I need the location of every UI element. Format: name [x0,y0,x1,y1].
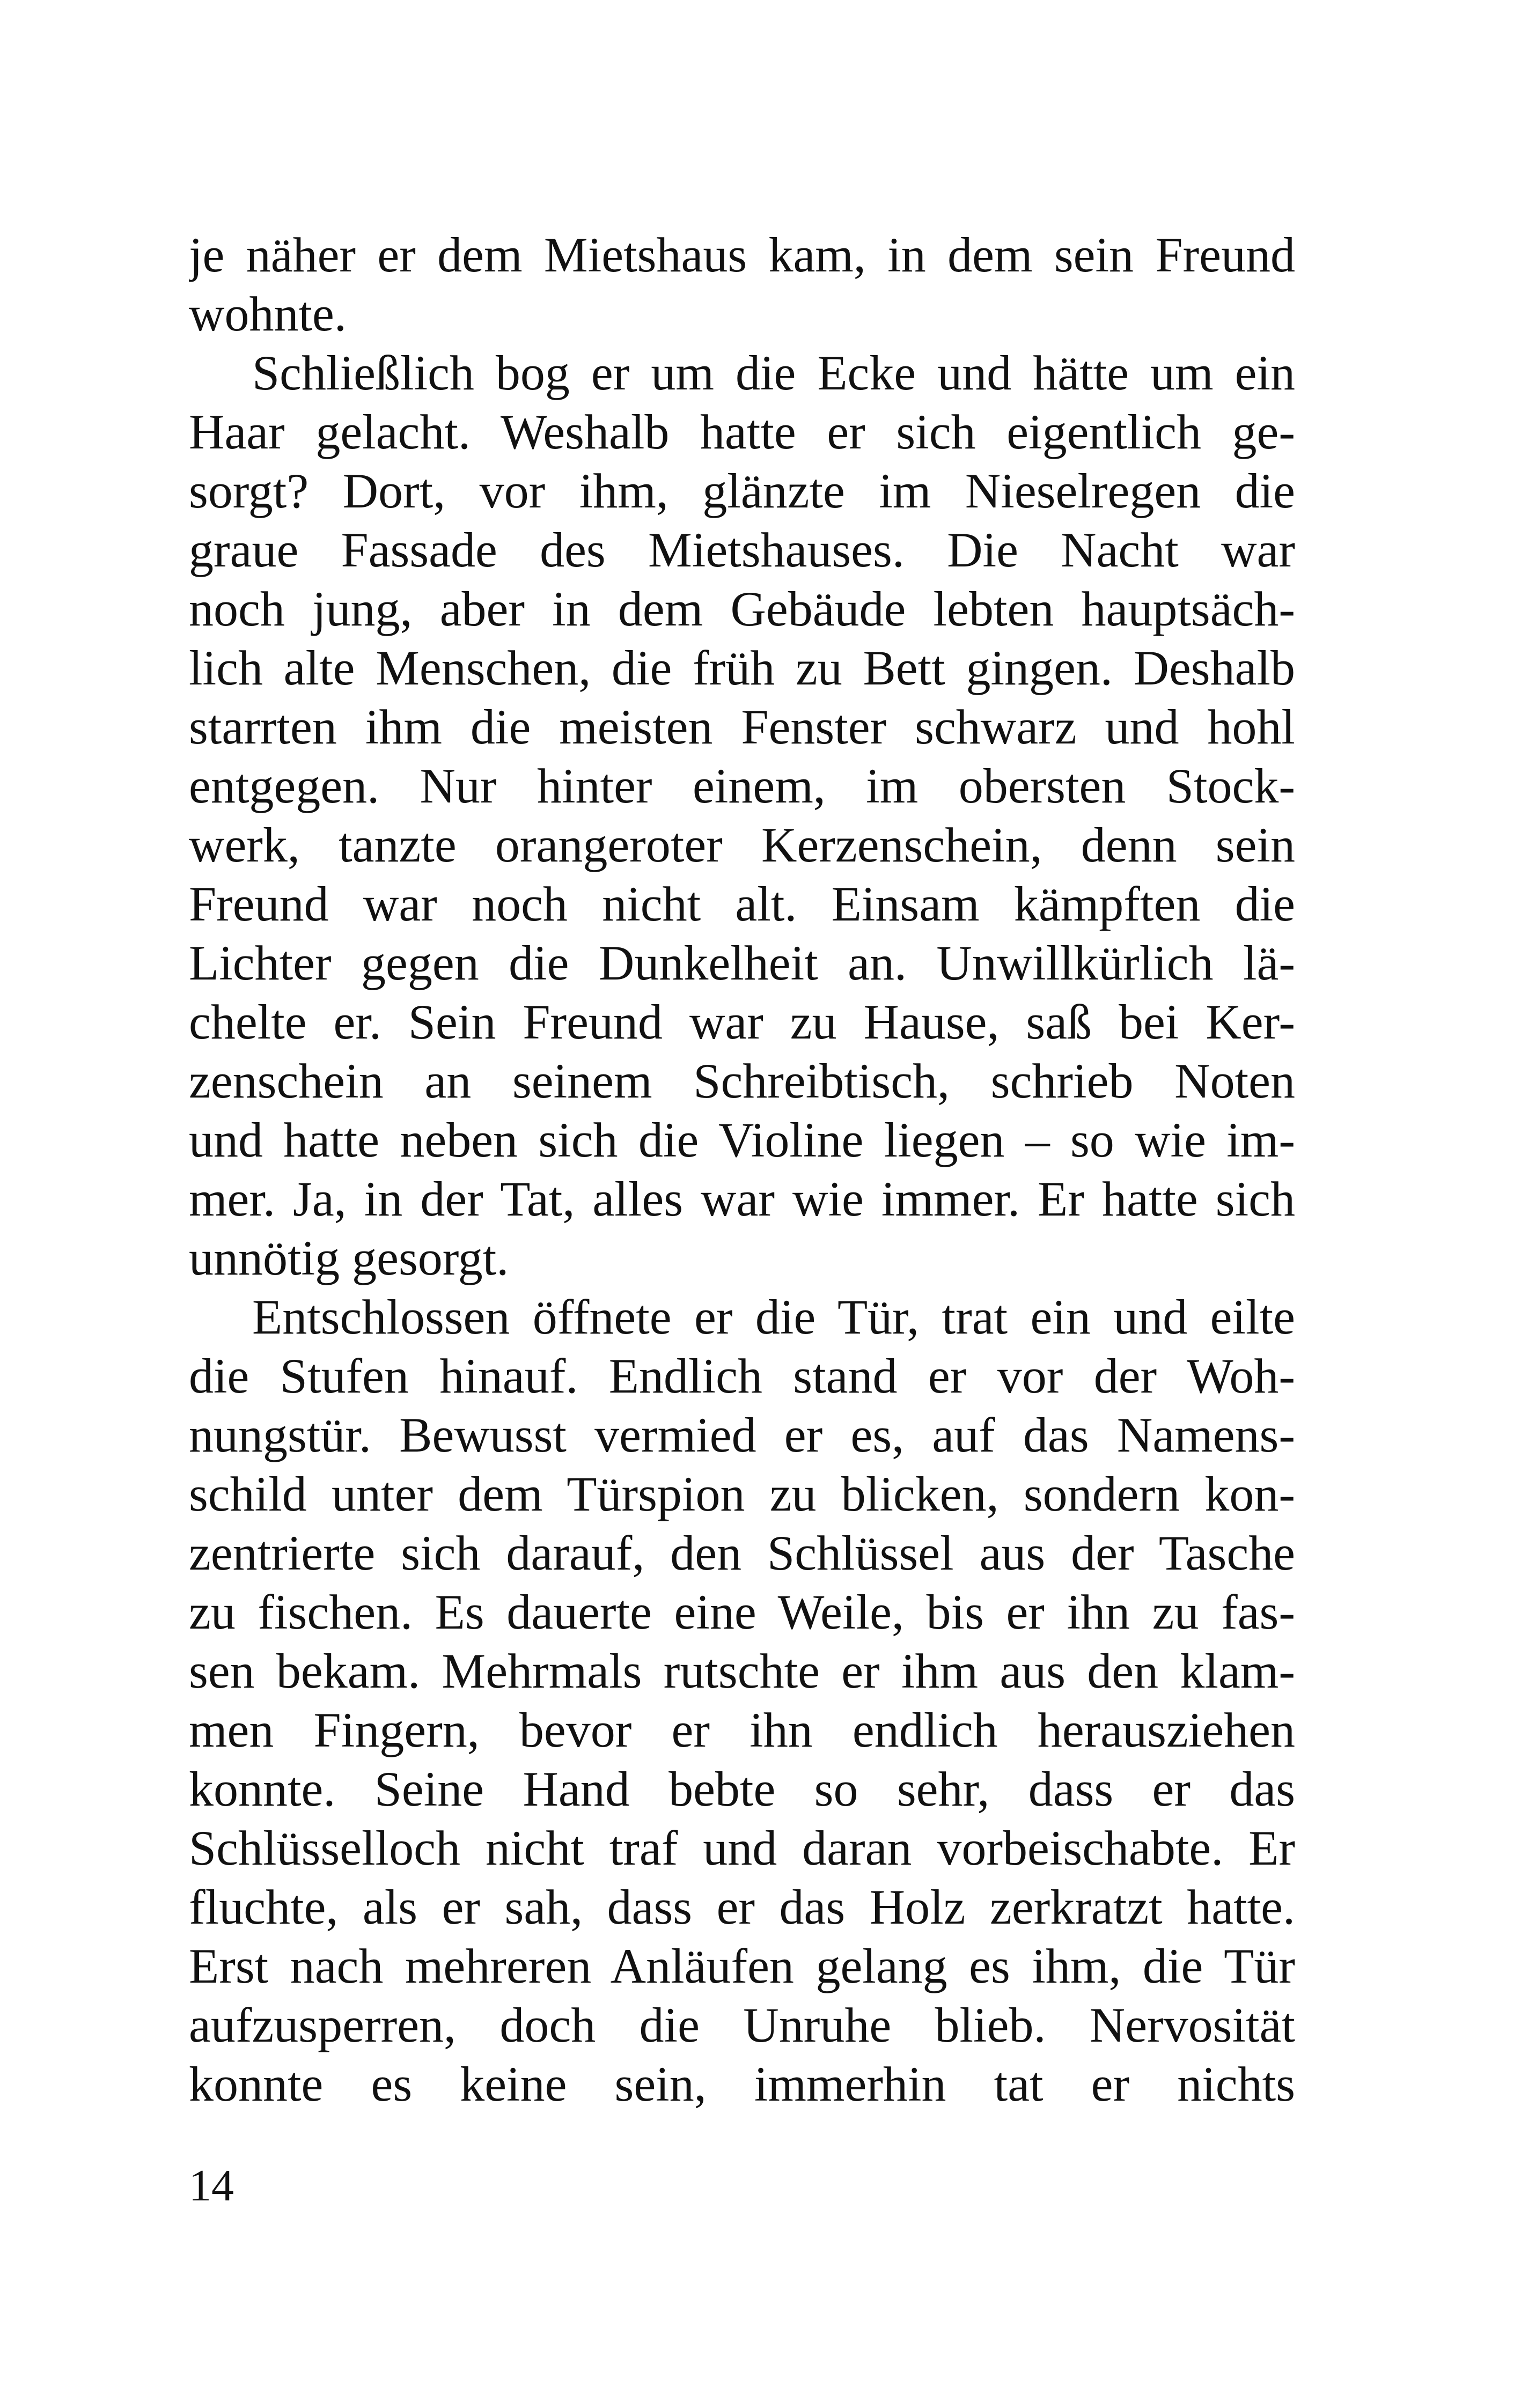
text-line: lich alte Menschen, die früh zu Bett gingen. Deshalb [189,640,1295,695]
text-line: sorgt? Dort, vor ihm, glänzte im Nieselregen die [189,463,1295,518]
text-line: zentrierte sich darauf, den Schlüssel aus der Tasche [189,1526,1295,1580]
text-line: werk, tanzte orangeroter Kerzenschein, denn sein [189,818,1295,872]
text-line: noch jung, aber in dem Gebäude lebten hauptsäch- [189,581,1295,636]
text-line: Erst nach mehreren Anläufen gelang es ihm, die Tür [189,1939,1295,1993]
text-line: je näher er dem Mietshaus kam, in dem sein Freund [189,227,1295,282]
text-line: mer. Ja, in der Tat, alles war wie immer. Er hatte sich [189,1172,1295,1226]
text-line: Schließlich bog er um die Ecke und hätte um ein [252,345,1295,400]
text-line: starrten ihm die meisten Fenster schwarz und hohl [189,699,1295,754]
text-line: konnte es keine sein, immerhin tat er nichts [189,2057,1295,2111]
text-line: zenschein an seinem Schreibtisch, schrieb Noten [189,1054,1295,1108]
text-line: sen bekam. Mehrmals rutschte er ihm aus den klam- [189,1644,1295,1698]
text-line: konnte. Seine Hand bebte so sehr, dass er das [189,1762,1295,1816]
text-line: Haar gelacht. Weshalb hatte er sich eigentlich ge- [189,404,1295,459]
text-line: Entschlossen öffnete er die Tür, trat ein und eilte [252,1290,1295,1344]
text-line: die Stufen hinauf. Endlich stand er vor der Woh- [189,1349,1295,1403]
text-line: aufzusperren, doch die Unruhe blieb. Nervosität [189,1998,1295,2052]
text-line: Lichter gegen die Dunkelheit an. Unwillkürlich lä- [189,936,1295,990]
text-line: Schlüsselloch nicht traf und daran vorbeischabte. Er [189,1821,1295,1875]
text-line: nungstür. Bewusst vermied er es, auf das Namens- [189,1408,1295,1462]
text-line: wohnte. [189,286,347,341]
body-text [189,225,1295,2114]
text-line: entgegen. Nur hinter einem, im obersten Stock- [189,759,1295,813]
text-line: graue Fassade des Mietshauses. Die Nacht war [189,522,1295,577]
text-line: schild unter dem Türspion zu blicken, sondern kon- [189,1467,1295,1521]
text-line: men Fingern, bevor er ihn endlich herausziehen [189,1703,1295,1757]
text-line: fluchte, als er sah, dass er das Holz zerkratzt hatte. [189,1880,1295,1934]
page-number: 14 [189,2161,234,2211]
text-line: und hatte neben sich die Violine liegen – so wie im- [189,1113,1295,1167]
text-line: zu fischen. Es dauerte eine Weile, bis er ihn zu fas- [189,1585,1295,1639]
text-line: Freund war noch nicht alt. Einsam kämpften die [189,877,1295,931]
text-line: chelte er. Sein Freund war zu Hause, saß bei Ker- [189,995,1295,1049]
text-line: unnötig gesorgt. [189,1231,509,1285]
